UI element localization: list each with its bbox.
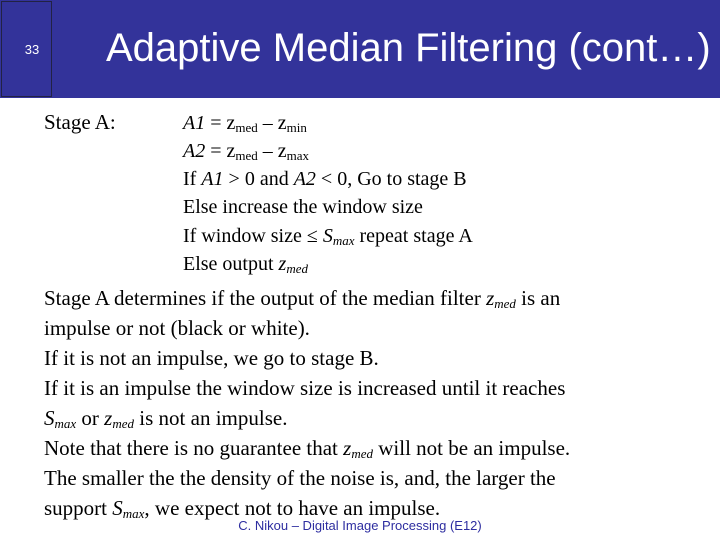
stage-a-label: Stage A: [44,110,116,134]
algorithm-line-2: $A2 = z_{med} - z_{max}$ [183,140,310,163]
slide-number: 33 [24,42,40,57]
title-bar [0,0,720,98]
slide-title: Adaptive Median Filtering (cont…) [106,26,711,70]
algorithm-line-3: If A1 > 0 and A2 < 0, Go to stage B [183,168,467,190]
algorithm-line-4: Else increase the window size [183,196,423,218]
slide-number-box [1,1,52,97]
footer-credit: C. Nikou – Digital Image Processing (E12) [238,518,482,533]
paragraph-stage-a: Stage A determines if the output of the median filter $z_{med}$ is an impulse or not (black or white). If it is not an impulse, we go to stage B. If it is an impulse the window size is increased until it reaches $S_{max}$ or $z_{med}$ is not an impulse. Note that there is no guarantee that $z_{med}$ will not be an impulse. The smaller the the density of the noise is, and, the larger the support $S_{max}$, we expect not to have an impulse. [44,286,571,521]
algorithm-line-1: $A1 = z_{med} - z_{min}$ [183,112,307,135]
algorithm-line-5: If window size ≤ $S_{max}$ repeat stage A [183,225,473,248]
algorithm-line-6: Else output $z_{med}$ [183,253,309,276]
